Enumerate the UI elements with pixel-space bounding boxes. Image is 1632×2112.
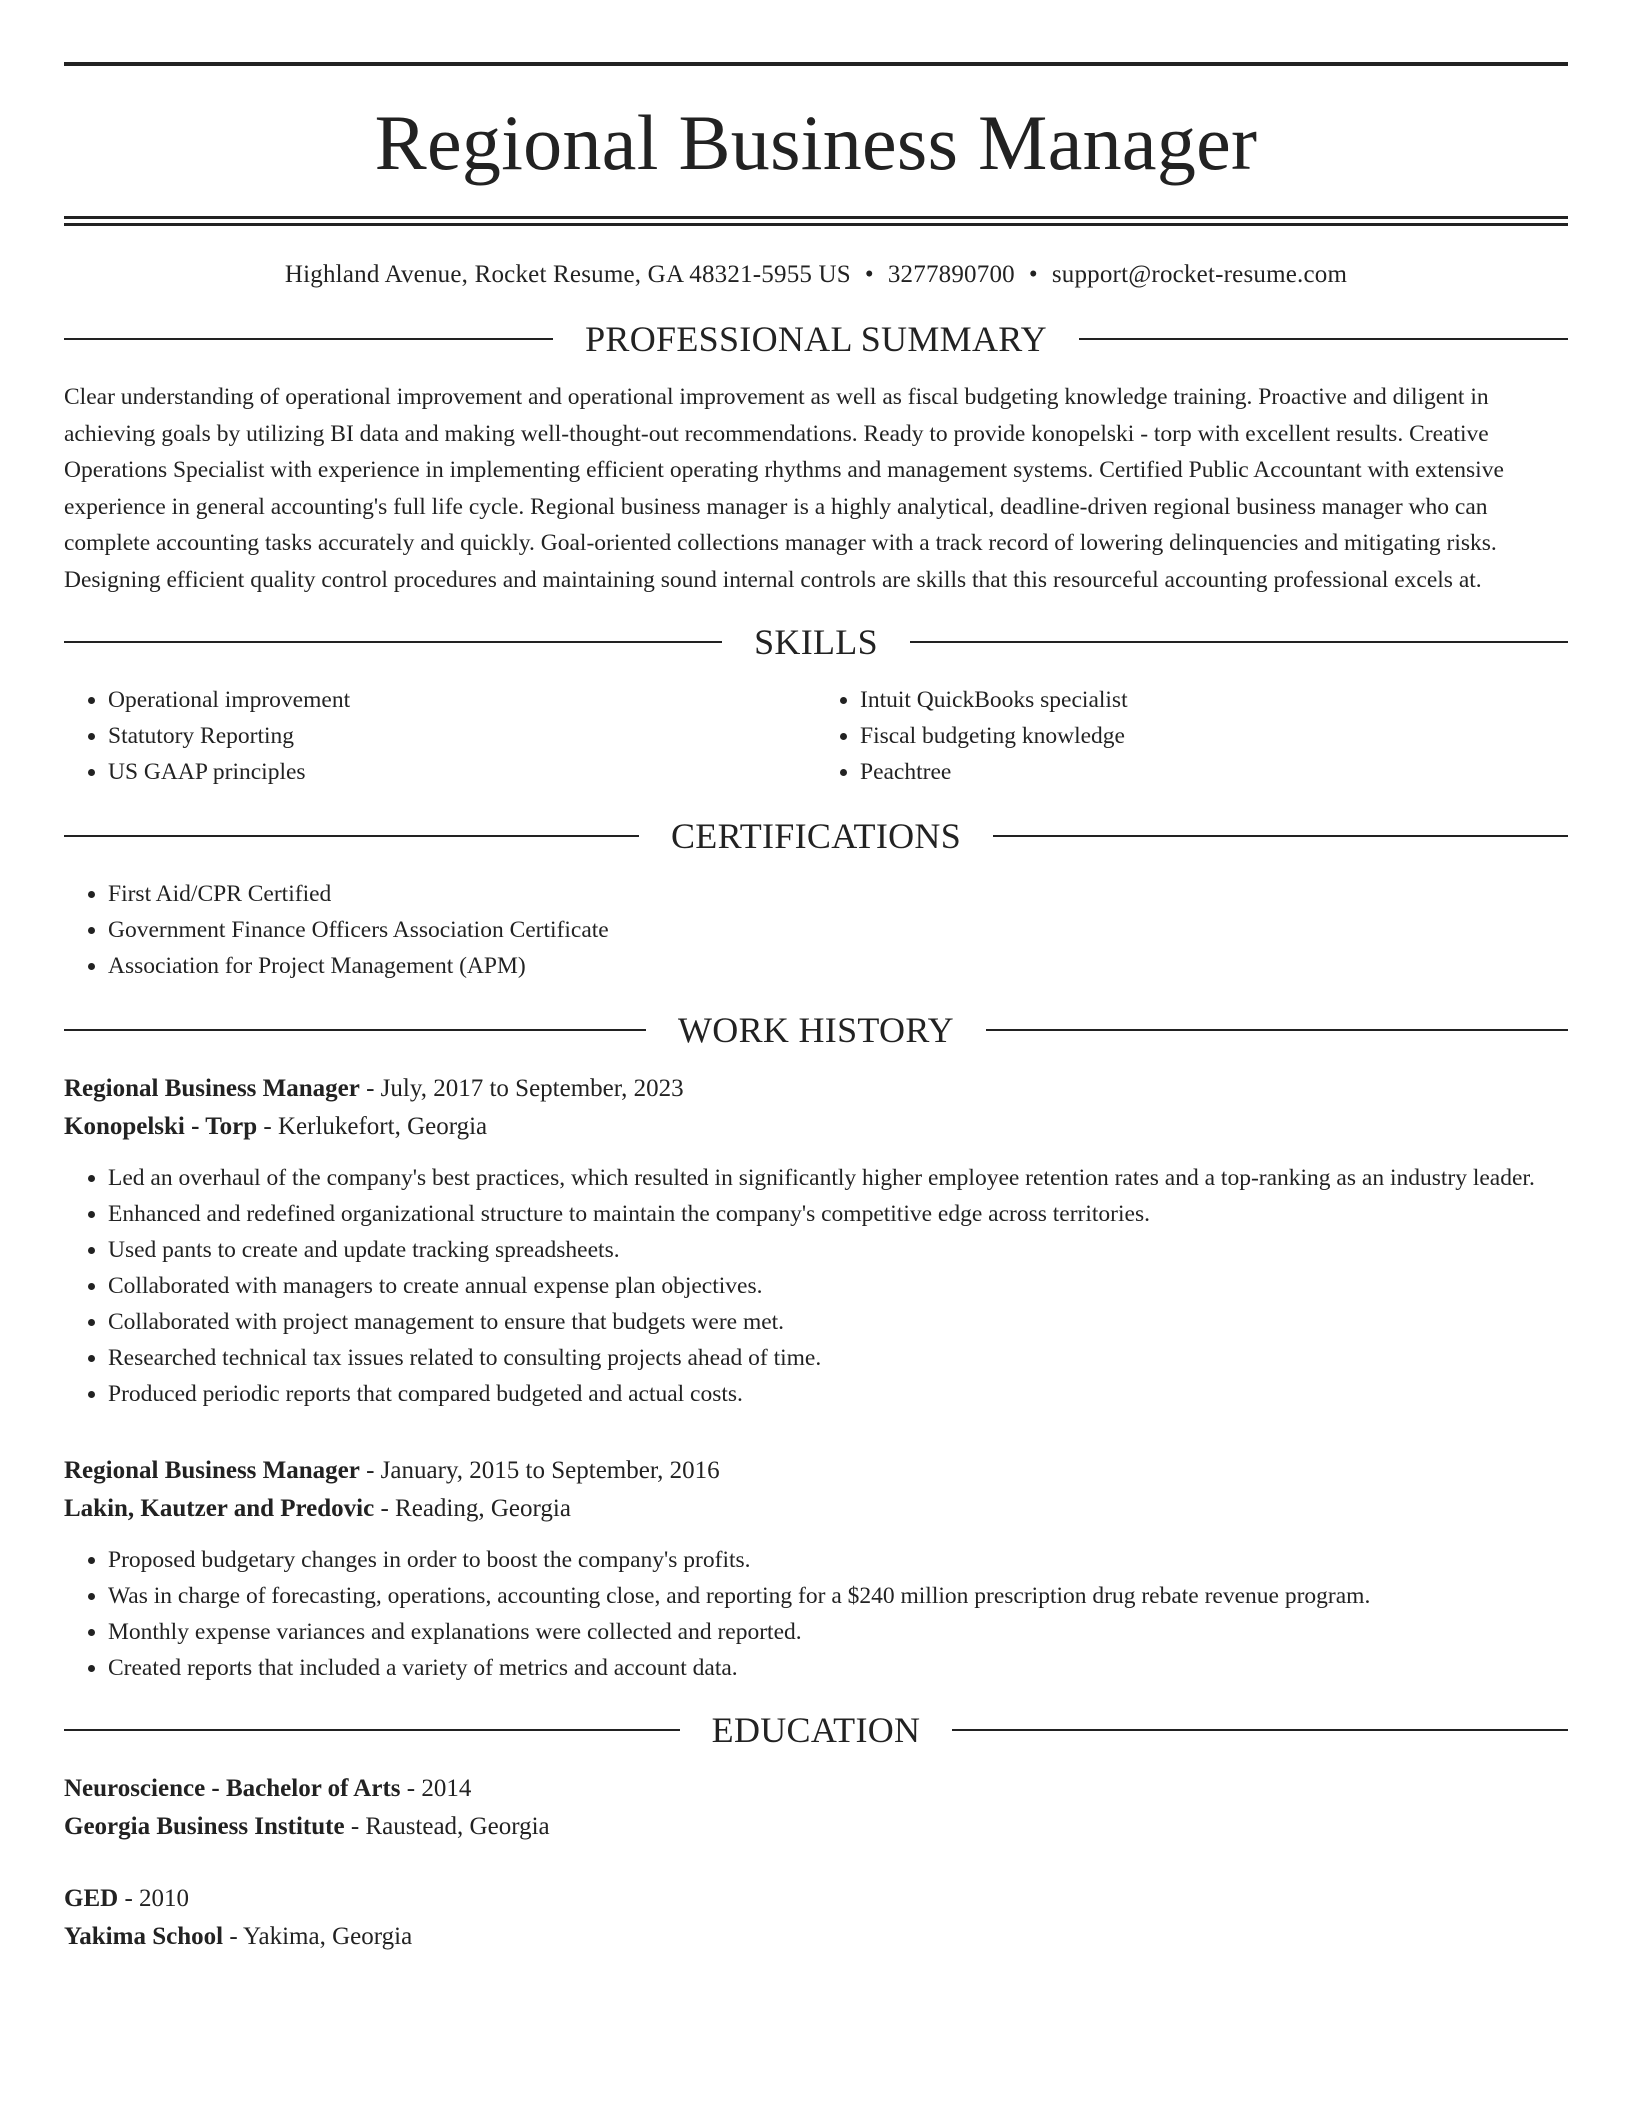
education-school-line — [64, 1918, 1568, 1956]
skill-item: • Operational improvement — [108, 682, 816, 718]
job-entry — [64, 1452, 1568, 1686]
heading-rule-right — [993, 835, 1568, 837]
section-title: EDUCATION — [711, 1710, 921, 1750]
contact-address: Highland Avenue, Rocket Resume, GA 48321-5955 US — [284, 261, 851, 288]
job-bullet: • Created reports that included a variety of metrics and account data. — [108, 1650, 1568, 1686]
job-bullets — [64, 1542, 1568, 1686]
job-bullet: • Collaborated with managers to create annual expense plan objectives. — [108, 1268, 1568, 1304]
section-title: CERTIFICATIONS — [670, 816, 962, 856]
education-degree-line — [64, 1880, 1568, 1918]
job-bullet: • Collaborated with project management to ensure that budgets were met. — [108, 1304, 1568, 1340]
job-bullet: • Used pants to create and update tracking spreadsheets. — [108, 1232, 1568, 1268]
section-heading-education — [64, 1712, 1568, 1748]
heading-rule-right — [986, 1029, 1568, 1031]
education-degree-line — [64, 1770, 1568, 1808]
skills-column-right — [816, 682, 1568, 790]
heading-rule-left — [64, 835, 639, 837]
contact-email: support@rocket-resume.com — [1051, 261, 1348, 288]
education-year: - 2014 — [400, 1775, 472, 1802]
contact-line — [64, 262, 1568, 287]
job-company-line — [64, 1108, 1568, 1146]
job-bullets — [64, 1160, 1568, 1412]
education-location: - Yakima, Georgia — [223, 1923, 413, 1950]
job-bullet: • Researched technical tax issues related to consulting projects ahead of time. — [108, 1340, 1568, 1376]
education-entry — [64, 1770, 1568, 1846]
resume-name: Regional Business Manager — [374, 99, 1258, 186]
skill-item: • Statutory Reporting — [108, 718, 816, 754]
certification-item: • First Aid/CPR Certified — [108, 876, 1568, 912]
section-heading-summary — [64, 321, 1568, 357]
heading-rule-left — [64, 641, 722, 643]
job-bullet: • Enhanced and redefined organizational structure to maintain the company's competitive edge across territories. — [108, 1196, 1568, 1232]
section-title: PROFESSIONAL SUMMARY — [585, 319, 1047, 359]
skill-item: • Intuit QuickBooks specialist — [860, 682, 1568, 718]
section-heading-certifications — [64, 818, 1568, 854]
job-bullet: • Monthly expense variances and explanations were collected and reported. — [108, 1614, 1568, 1650]
education-degree: GED — [64, 1885, 119, 1912]
job-role: Regional Business Manager — [64, 1457, 360, 1484]
certification-item: • Association for Project Management (APM) — [108, 948, 1568, 984]
heading-rule-right — [1079, 338, 1568, 340]
heading-rule-right — [910, 641, 1568, 643]
skill-item: • US GAAP principles — [108, 754, 816, 790]
section-heading-skills — [64, 624, 1568, 660]
contact-phone: 3277890700 — [887, 261, 1015, 288]
contact-separator: • — [864, 261, 874, 288]
education-entry — [64, 1880, 1568, 1956]
job-bullet: • Produced periodic reports that compared budgeted and actual costs. — [108, 1376, 1568, 1412]
heading-rule-left — [64, 1729, 680, 1731]
skill-item: • Fiscal budgeting knowledge — [860, 718, 1568, 754]
education-degree: Neuroscience - Bachelor of Arts — [64, 1775, 401, 1802]
heading-rule-right — [952, 1729, 1568, 1731]
header-double-rule — [64, 216, 1568, 226]
job-location: - Kerlukefort, Georgia — [257, 1113, 488, 1140]
section-title: WORK HISTORY — [678, 1010, 954, 1050]
skills-list — [64, 682, 1568, 790]
certification-item: • Government Finance Officers Association Certificate — [108, 912, 1568, 948]
job-bullet: • Was in charge of forecasting, operations, accounting close, and reporting for a $240 million prescription drug rebate revenue program. — [108, 1578, 1568, 1614]
heading-rule-left — [64, 338, 553, 340]
job-dates: - January, 2015 to September, 2016 — [359, 1457, 720, 1484]
certifications-list — [64, 876, 1568, 984]
section-title: SKILLS — [754, 622, 878, 662]
heading-rule-left — [64, 1029, 646, 1031]
job-bullet: • Led an overhaul of the company's best practices, which resulted in significantly higher employee retention rates and a top-ranking as an industry leader. — [108, 1160, 1568, 1196]
education-school-line — [64, 1808, 1568, 1846]
job-company-line — [64, 1490, 1568, 1528]
education-location: - Raustead, Georgia — [344, 1813, 550, 1840]
job-bullet: • Proposed budgetary changes in order to boost the company's profits. — [108, 1542, 1568, 1578]
job-company: Konopelski - Torp — [64, 1113, 258, 1140]
job-title-line — [64, 1452, 1568, 1490]
job-location: - Reading, Georgia — [374, 1495, 571, 1522]
skill-item: • Peachtree — [860, 754, 1568, 790]
education-year: - 2010 — [118, 1885, 190, 1912]
job-dates: - July, 2017 to September, 2023 — [359, 1075, 684, 1102]
education-school: Yakima School — [64, 1923, 224, 1950]
header-top-rule — [64, 62, 1568, 66]
education-school: Georgia Business Institute — [64, 1813, 345, 1840]
section-heading-work-history — [64, 1012, 1568, 1048]
job-role: Regional Business Manager — [64, 1075, 360, 1102]
job-company: Lakin, Kautzer and Predovic — [64, 1495, 375, 1522]
job-title-line — [64, 1070, 1568, 1108]
summary-text: Clear understanding of operational improvement and operational improvement as well as fiscal budgeting knowledge training. Proactive and diligent in achieving goals by utilizing BI data and making well-thought-out recommendations. Ready to provide konopelski - torp with excellent results. Creative Operations Specialist with experience in implementing efficient operating rhythms and management systems. Certified Public Accountant with extensive experience in general accounting's full life cycle. Regional business manager is a highly analytical, deadline-driven regional business manager who can complete accounting tasks accurately and quickly. Goal-oriented collections manager with a track record of lowering delinquencies and mitigating risks. Designing efficient quality control procedures and maintaining sound internal controls are skills that this resourceful accounting professional excels at. — [64, 384, 1504, 593]
skills-column-left — [64, 682, 816, 790]
job-entry — [64, 1070, 1568, 1412]
contact-separator: • — [1028, 261, 1038, 288]
